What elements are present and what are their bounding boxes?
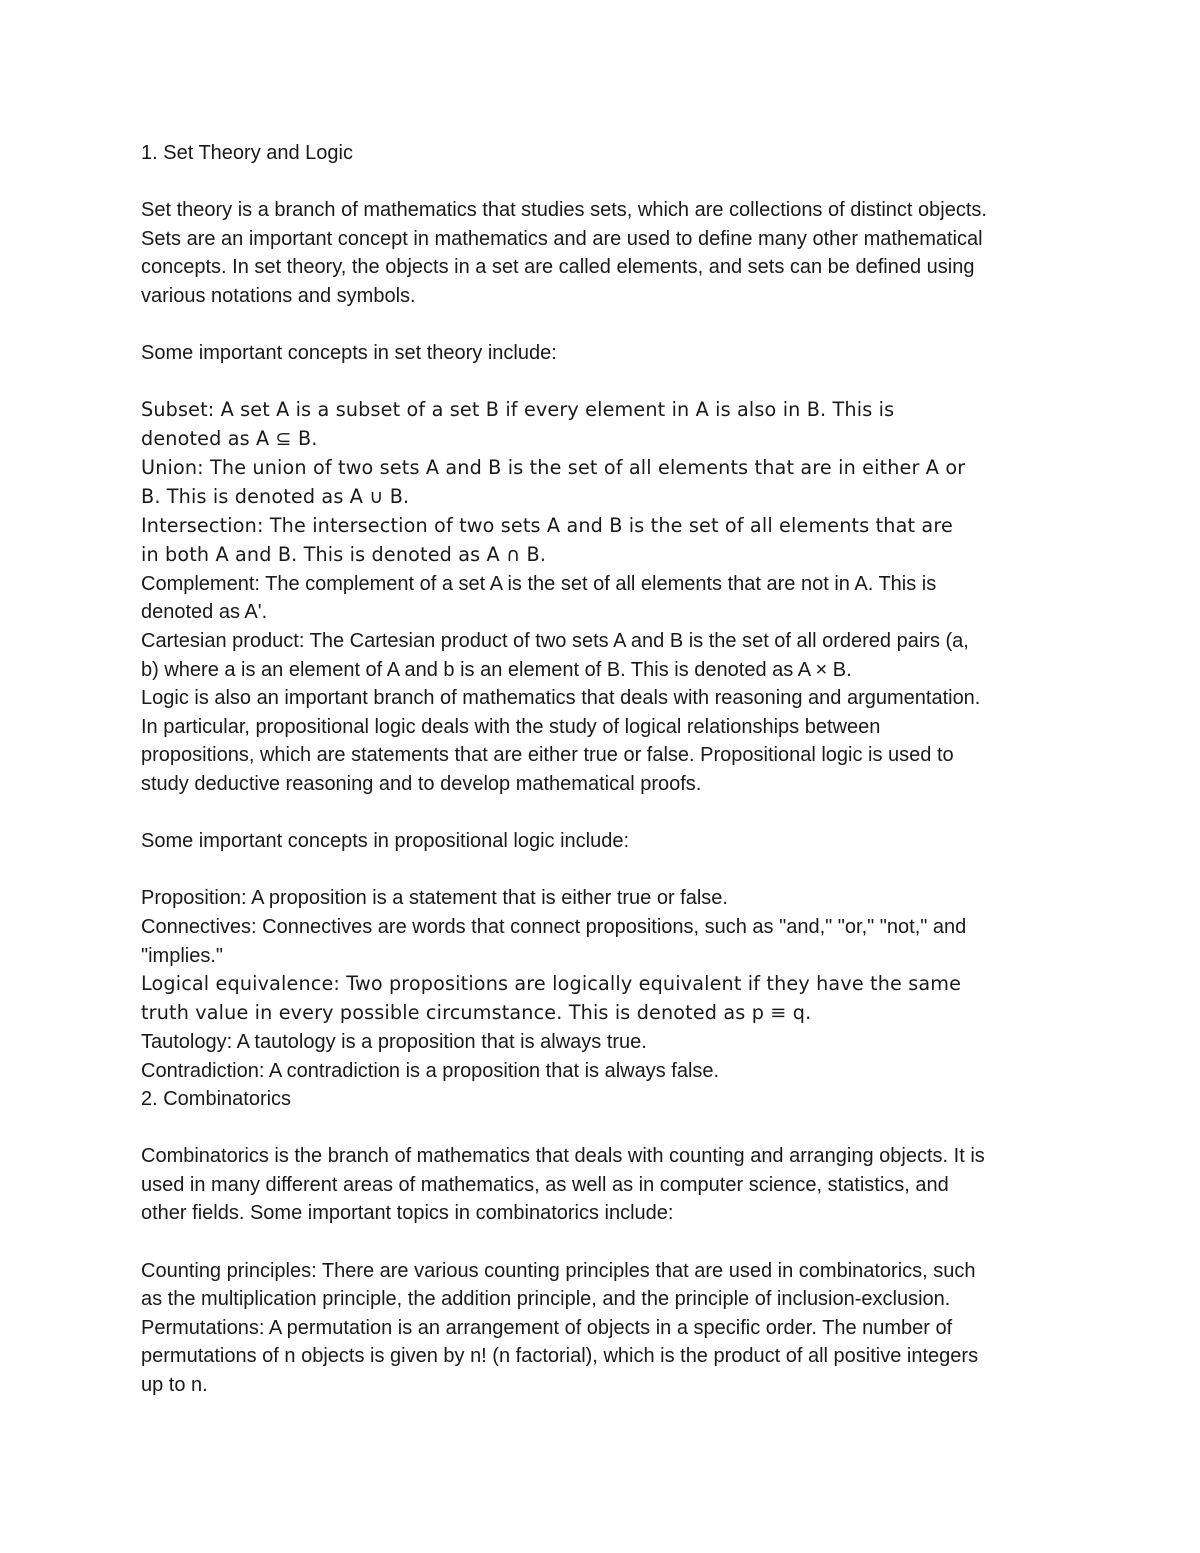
definition-complement <box>141 570 1061 627</box>
paragraph-combinatorics-intro <box>141 1142 1061 1228</box>
text-line: concepts. In set theory, the objects in a set are called elements, and sets can be defined using <box>141 256 975 279</box>
definition-counting-principles <box>141 1257 1061 1314</box>
text-line: B. This is denoted as A ∪ B. <box>141 485 410 509</box>
text-line: up to n. <box>141 1374 208 1397</box>
blank-line <box>141 1114 1061 1143</box>
definition-logical-equivalence <box>141 970 1061 1028</box>
text-line: Intersection: The intersection of two sets A and B is the set of all elements that are <box>141 513 953 537</box>
set-concepts-lead: Some important concepts in set theory include: <box>141 342 557 365</box>
text-line: Connectives: Connectives are words that connect propositions, such as "and," "or," "not," and <box>141 915 967 938</box>
blank-line <box>141 368 1061 397</box>
definition-intersection <box>141 512 1061 570</box>
definition-tautology: Tautology: A tautology is a proposition that is always true. <box>141 1030 647 1053</box>
text-line: in both A and B. This is denoted as A ∩ B. <box>141 542 547 566</box>
text-line: Permutations: A permutation is an arrangement of objects in a specific order. The number of <box>141 1316 953 1339</box>
text-line: various notations and symbols. <box>141 284 416 307</box>
text-line: other fields. Some important topics in combinatorics include: <box>141 1202 674 1225</box>
text-line: Complement: The complement of a set A is the set of all elements that are not in A. This is <box>141 572 937 595</box>
text-line: b) where a is an element of A and b is an element of B. This is denoted as A × B. <box>141 658 852 681</box>
blank-line <box>141 799 1061 828</box>
text-line: propositions, which are statements that are either true or false. Propositional logic is used to <box>141 744 954 767</box>
text-line: Subset: A set A is a subset of a set B if every element in A is also in B. This is <box>141 398 895 422</box>
definition-cartesian-product <box>141 627 1061 684</box>
text-line: denoted as A ⊆ B. <box>141 427 318 451</box>
text-line: Logical equivalence: Two propositions are logically equivalent if they have the same <box>141 972 962 996</box>
text-line: used in many different areas of mathematics, as well as in computer science, statistics, and <box>141 1173 949 1196</box>
text-line: Logic is also an important branch of mathematics that deals with reasoning and argumentation. <box>141 687 981 710</box>
blank-line <box>141 168 1061 197</box>
text-line: study deductive reasoning and to develop mathematical proofs. <box>141 772 702 795</box>
text-line: denoted as A'. <box>141 601 268 624</box>
blank-line <box>141 1228 1061 1257</box>
document-body <box>141 139 1061 1400</box>
text-line: In particular, propositional logic deals with the study of logical relationships between <box>141 715 881 738</box>
text-line: truth value in every possible circumstance. This is denoted as p ≡ q. <box>141 1001 812 1024</box>
text-line: as the multiplication principle, the addition principle, and the principle of inclusion-exclusion. <box>141 1288 951 1311</box>
section-heading-combinatorics: 2. Combinatorics <box>141 1088 292 1111</box>
definition-subset <box>141 396 1061 454</box>
text-line: Counting principles: There are various counting principles that are used in combinatorics, such <box>141 1259 976 1282</box>
blank-line <box>141 311 1061 340</box>
section-heading-set-theory: 1. Set Theory and Logic <box>141 142 353 164</box>
text-line: Union: The union of two sets A and B is the set of all elements that are in either A or <box>141 456 966 480</box>
logic-concepts-lead: Some important concepts in propositional logic include: <box>141 830 630 853</box>
text-line: Sets are an important concept in mathematics and are used to define many other mathematical <box>141 227 983 250</box>
text-line: permutations of n objects is given by n! (n factorial), which is the product of all positive integers <box>141 1345 979 1368</box>
definition-permutations <box>141 1314 1061 1400</box>
definition-proposition: Proposition: A proposition is a statement that is either true or false. <box>141 887 728 910</box>
text-line: Set theory is a branch of mathematics that studies sets, which are collections of distinct objects. <box>141 199 987 222</box>
text-line: Cartesian product: The Cartesian product of two sets A and B is the set of all ordered pairs (a, <box>141 629 969 652</box>
definition-connectives <box>141 913 1061 970</box>
text-line: Combinatorics is the branch of mathematics that deals with counting and arranging objects. It is <box>141 1145 985 1168</box>
definition-union <box>141 454 1061 512</box>
definition-contradiction: Contradiction: A contradiction is a proposition that is always false. <box>141 1059 720 1082</box>
blank-line <box>141 856 1061 885</box>
text-line: "implies." <box>141 944 223 967</box>
paragraph-logic-intro <box>141 684 1061 798</box>
paragraph-set-theory-intro <box>141 196 1061 310</box>
